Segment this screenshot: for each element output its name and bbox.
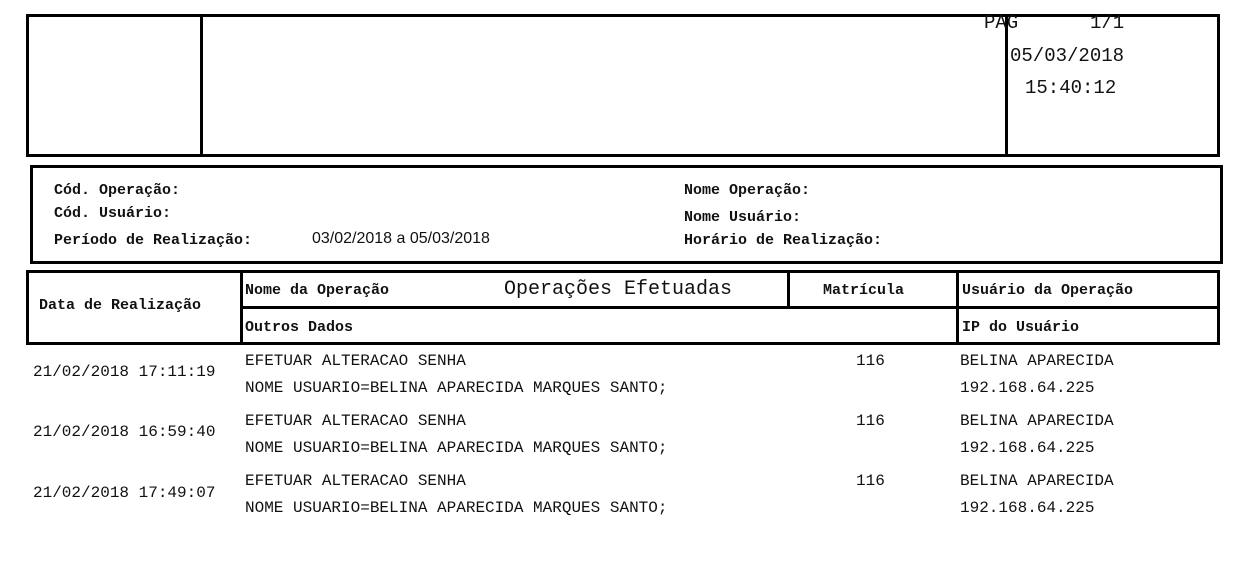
nome-usuario-label: Nome Usuário: (684, 209, 802, 226)
row-ip: 192.168.64.225 (960, 439, 1095, 457)
header-row-divider (240, 306, 1220, 309)
row-ip: 192.168.64.225 (960, 499, 1095, 517)
col-matricula: Matrícula (823, 282, 905, 299)
page-label: PAG (984, 12, 1019, 34)
horario-label: Horário de Realização: (684, 232, 883, 249)
row-user: BELINA APARECIDA (960, 352, 1114, 370)
row-other-data: NOME USUARIO=BELINA APARECIDA MARQUES SANTO; (245, 499, 668, 517)
page-number: 1/1 (1090, 12, 1125, 34)
row-operation: EFETUAR ALTERACAO SENHA (245, 412, 466, 430)
periodo-label: Período de Realização: (54, 232, 253, 249)
row-matricula: 116 (856, 352, 885, 370)
row-datetime: 21/02/2018 16:59:40 (33, 423, 216, 441)
row-user: BELINA APARECIDA (960, 472, 1114, 490)
col-nome-operacao: Nome da Operação (245, 282, 390, 299)
row-matricula: 116 (856, 472, 885, 490)
col-ip-usuario: IP do Usuário (962, 319, 1080, 336)
periodo-value: 03/02/2018 a 05/03/2018 (312, 230, 490, 247)
row-other-data: NOME USUARIO=BELINA APARECIDA MARQUES SANTO; (245, 379, 668, 397)
row-matricula: 116 (856, 412, 885, 430)
report-title: Operações Efetuadas (503, 278, 733, 301)
col-outros-dados: Outros Dados (245, 319, 354, 336)
row-other-data: NOME USUARIO=BELINA APARECIDA MARQUES SANTO; (245, 439, 668, 457)
row-operation: EFETUAR ALTERACAO SENHA (245, 472, 466, 490)
row-ip: 192.168.64.225 (960, 379, 1095, 397)
col-data-realizacao: Data de Realização (39, 297, 202, 314)
report-date: 05/03/2018 (1010, 45, 1125, 67)
row-user: BELINA APARECIDA (960, 412, 1114, 430)
row-datetime: 21/02/2018 17:49:07 (33, 484, 216, 502)
row-operation: EFETUAR ALTERACAO SENHA (245, 352, 466, 370)
row-datetime: 21/02/2018 17:11:19 (33, 363, 216, 381)
filter-panel (30, 165, 1223, 264)
col-usuario-operacao: Usuário da Operação (962, 282, 1134, 299)
col-divider-matricula (787, 270, 790, 309)
nome-operacao-label: Nome Operação: (684, 182, 811, 199)
cod-operacao-label: Cód. Operação: (54, 182, 181, 199)
report-time: 15:40:12 (1025, 77, 1117, 99)
cod-usuario-label: Cód. Usuário: (54, 205, 172, 222)
